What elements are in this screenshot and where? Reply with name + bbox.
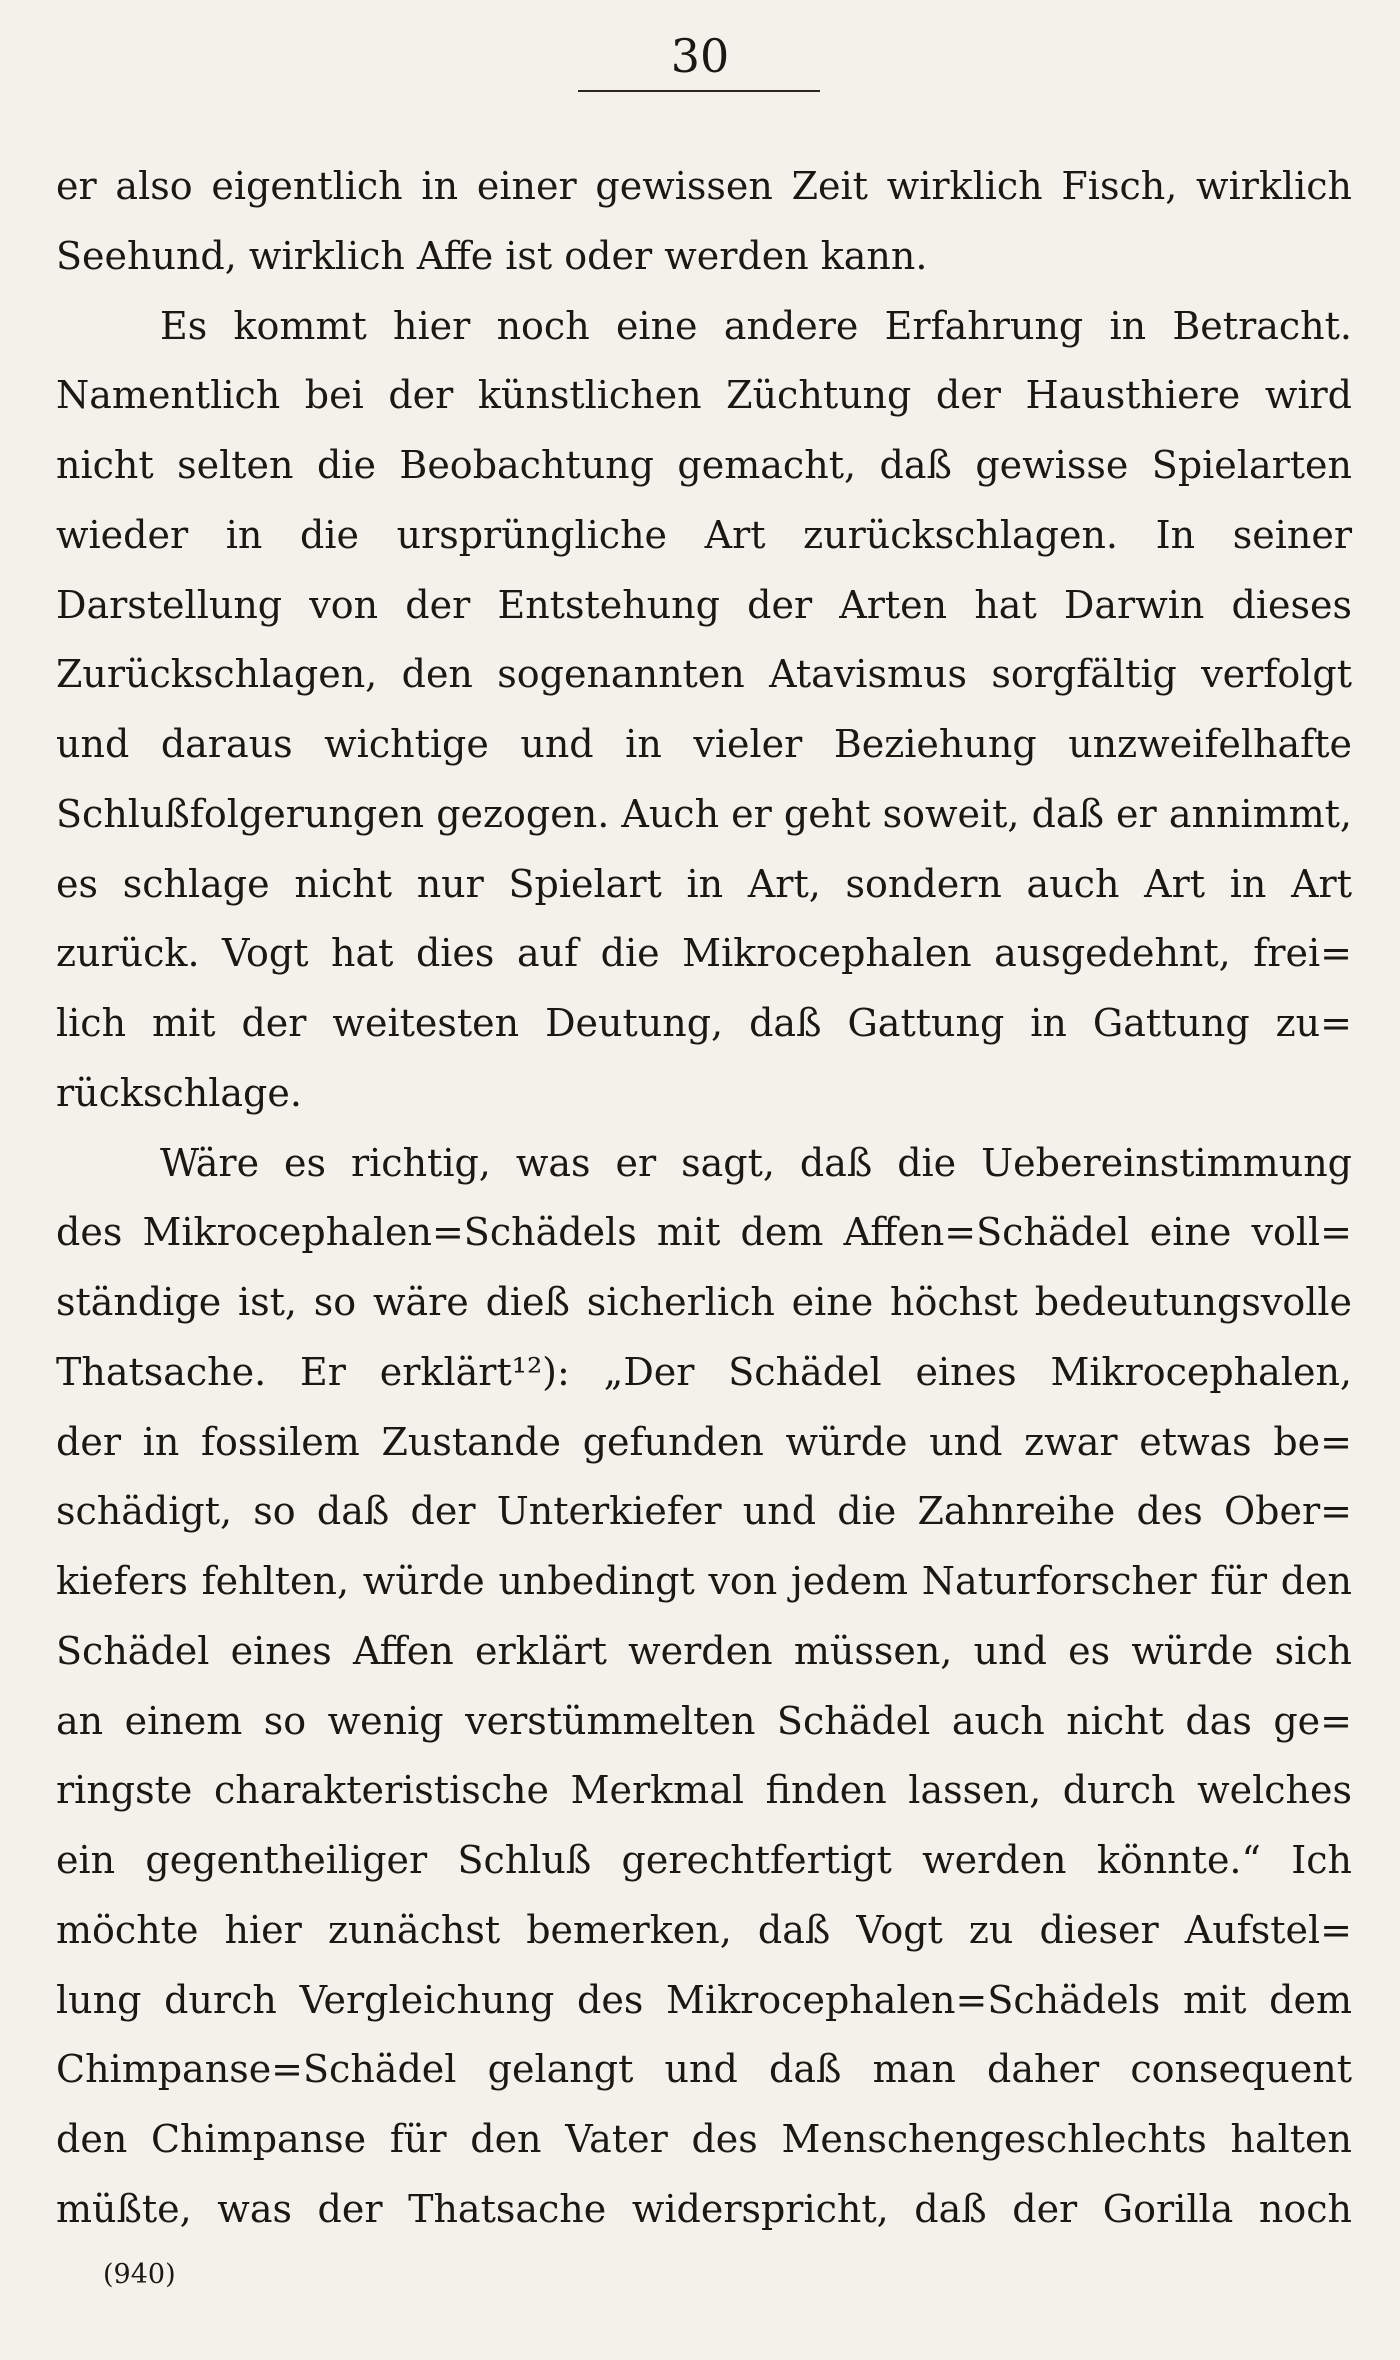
text-line: kiefers fehlten, würde unbedingt von jedem Naturforscher für den xyxy=(56,1559,1352,1603)
text-line: schädigt, so daß der Unterkiefer und die Zahnreihe des Ober= xyxy=(56,1489,1352,1534)
text-line: Chimpanse=Schädel gelangt und daß man daher consequent xyxy=(56,2047,1352,2092)
text-line: zurück. Vogt hat dies auf die Mikrocephalen ausgedehnt, frei= xyxy=(56,931,1352,976)
text-line: lung durch Vergleichung des Mikrocephalen=Schädels mit dem xyxy=(56,1977,1352,2022)
text-line: müßte, was der Thatsache widerspricht, daß der Gorilla noch xyxy=(56,2186,1352,2231)
text-line: Seehund, wirklich Affe ist oder werden kann. xyxy=(56,233,928,278)
text-line: nicht selten die Beobachtung gemacht, daß gewisse Spielarten xyxy=(56,443,1352,487)
header-rule xyxy=(578,90,820,92)
text-line: und daraus wichtige und in vieler Beziehung unzweifelhafte xyxy=(56,722,1352,766)
text-line: Schlußfolgerungen gezogen. Auch er geht soweit, daß er annimmt, xyxy=(56,791,1352,836)
text-line: Zurückschlagen, den sogenannten Atavismus sorgfältig verfolgt xyxy=(56,652,1352,697)
text-line: den Chimpanse für den Vater des Menschengeschlechts halten xyxy=(56,2117,1352,2161)
text-line: Darstellung von der Entstehung der Arten hat Darwin dieses xyxy=(56,582,1352,627)
text-line: möchte hier zunächst bemerken, daß Vogt zu dieser Aufstel= xyxy=(56,1907,1352,1952)
text-line: es schlage nicht nur Spielart in Art, sondern auch Art in Art xyxy=(56,861,1352,906)
text-line: Namentlich bei der künstlichen Züchtung der Hausthiere wird xyxy=(56,373,1352,418)
text-line: wieder in die ursprüngliche Art zurückschlagen. In seiner xyxy=(56,512,1352,557)
text-line: lich mit der weitesten Deutung, daß Gattung in Gattung zu= xyxy=(56,1001,1352,1045)
page-number: 30 xyxy=(670,29,730,83)
printer-signature: (940) xyxy=(103,2259,176,2290)
text-line: der in fossilem Zustande gefunden würde und zwar etwas be= xyxy=(56,1419,1352,1464)
text-line: ein gegentheiliger Schluß gerechtfertigt werden könnte.“ Ich xyxy=(56,1838,1352,1882)
text-line: Wäre es richtig, was er sagt, daß die Uebereinstimmung xyxy=(160,1140,1352,1185)
text-line: des Mikrocephalen=Schädels mit dem Affen=Schädel eine voll= xyxy=(56,1210,1352,1255)
text-line: er also eigentlich in einer gewissen Zeit wirklich Fisch, wirklich xyxy=(56,164,1352,208)
text-line: Es kommt hier noch eine andere Erfahrung in Betracht. xyxy=(160,303,1352,348)
body-text xyxy=(56,152,1352,2245)
text-line: Thatsache. Er erklärt¹²): „Der Schädel eines Mikrocephalen, xyxy=(56,1349,1352,1394)
text-line: Schädel eines Affen erklärt werden müssen, und es würde sich xyxy=(56,1628,1352,1673)
text-line: rückschlage. xyxy=(56,1070,302,1115)
text-line: ständige ist, so wäre dieß sicherlich eine höchst bedeutungsvolle xyxy=(56,1280,1352,1324)
text-line: ringste charakteristische Merkmal finden lassen, durch welches xyxy=(56,1768,1352,1813)
text-line: an einem so wenig verstümmelten Schädel auch nicht das ge= xyxy=(56,1698,1352,1743)
